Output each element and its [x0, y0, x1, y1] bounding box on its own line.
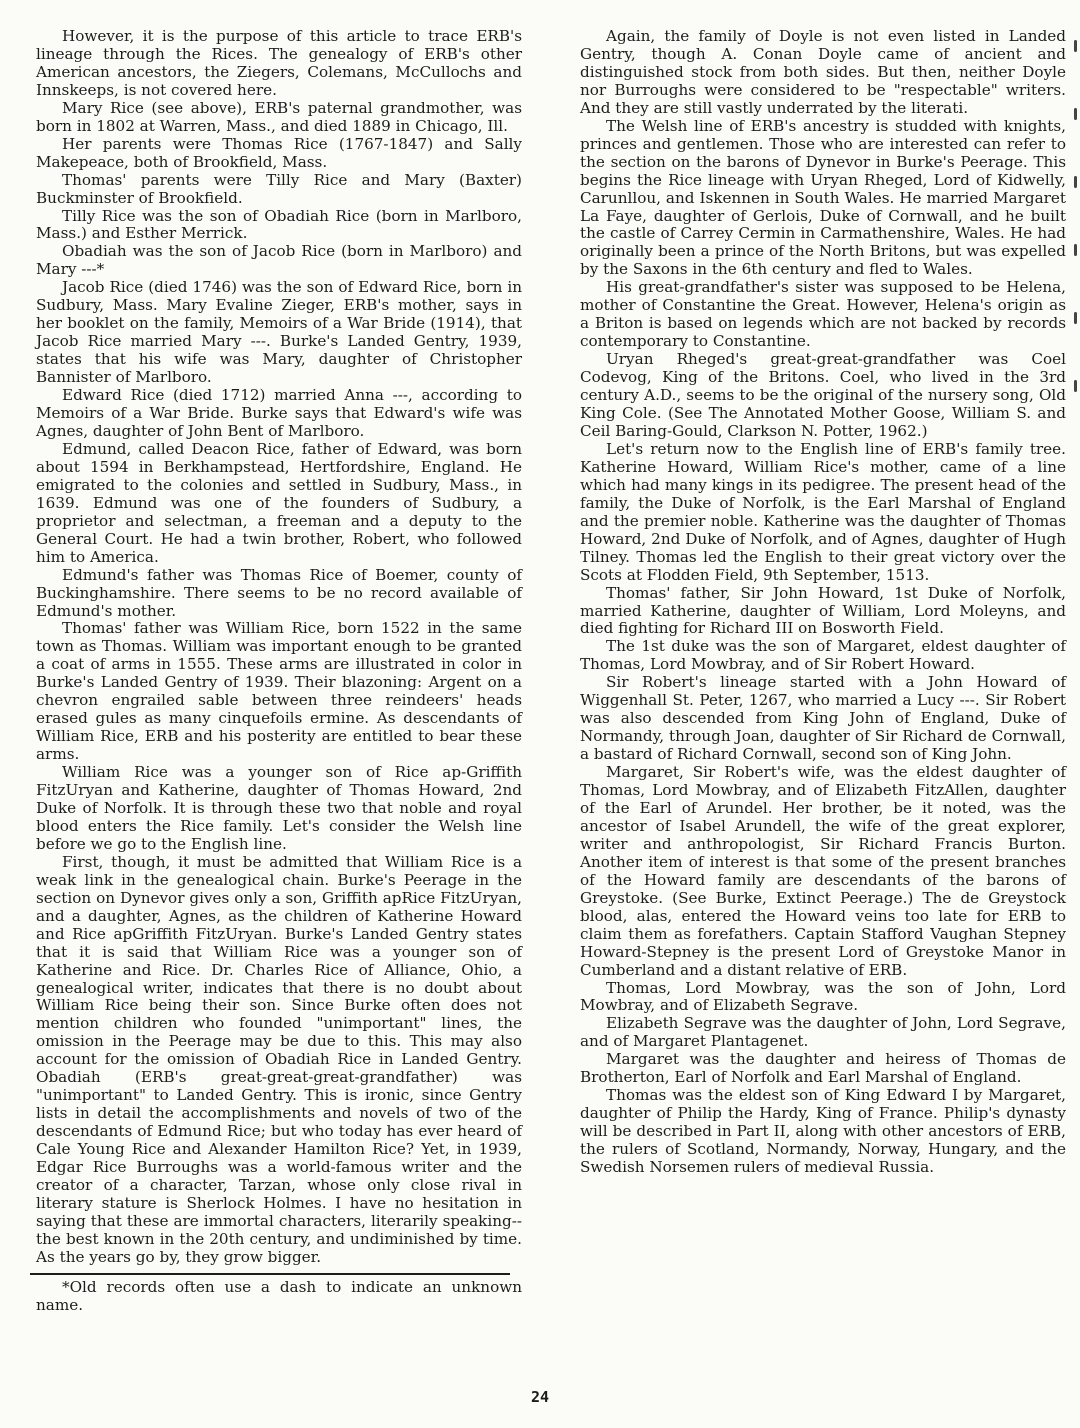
- paragraph: Margaret was the daughter and heiress of Thomas de Brotherton, Earl of Norfolk and Earl Marshal of England.: [580, 1050, 1066, 1087]
- paragraph: Thomas' father was William Rice, born 1522 in the same town as Thomas. William was important enough to be granted a coat of arms in 1555. These arms are illustrated in color in Burke's Landed Gentry of 1939. Their blazoning: Argent on a chevron engrailed sable between three reindeers' heads erased gules as many cinquefoils ermine. As descendants of William Rice, ERB and his posterity are entitled to bear these arms.: [36, 619, 522, 764]
- paragraph: Let's return now to the English line of ERB's family tree. Katherine Howard, William Rice's mother, came of a line which had many kings in its pedigree. The present head of the family, the Duke of Norfolk, is the Earl Marshal of England and the premier noble. Katherine was the daughter of Thomas Howard, 2nd Duke of Norfolk, and of Agnes, daughter of Hugh Tilney. Thomas led the English to their great victory over the Scots at Flodden Field, 9th September, 1513.: [580, 439, 1066, 584]
- right-column: [580, 28, 1066, 1177]
- footnote-rule: [30, 1273, 510, 1275]
- paragraph: Thomas' father, Sir John Howard, 1st Duke of Norfolk, married Katherine, daughter of William, Lord Moleyns, and died fighting for Richard III on Bosworth Field.: [580, 583, 1066, 638]
- paragraph: Elizabeth Segrave was the daughter of John, Lord Segrave, and of Margaret Plantagenet.: [580, 1014, 1066, 1051]
- page-number: 24: [530, 1388, 550, 1406]
- paragraph: Mary Rice (see above), ERB's paternal grandmother, was born in 1802 at Warren, Mass., and died 1889 in Chicago, Ill.: [36, 98, 522, 135]
- paragraph: His great-grandfather's sister was supposed to be Helena, mother of Constantine the Great. However, Helena's origin as a Briton is based on legends which are not backed by records contemporary to Constantine.: [580, 278, 1066, 351]
- paragraph: Sir Robert's lineage started with a John Howard of Wiggenhall St. Peter, 1267, who married a Lucy ---. Sir Robert was also descended from King John of England, Duke of Normandy, through Joan, daughter of Sir Richard de Cornwall, a bastard of Richard Cornwall, second son of King John.: [580, 673, 1066, 764]
- binding-hole: [1074, 108, 1077, 120]
- binding-hole: [1074, 244, 1077, 256]
- left-column: [36, 28, 522, 1315]
- paragraph: Edmund, called Deacon Rice, father of Edward, was born about 1594 in Berkhampstead, Hertfordshire, England. He emigrated to the colonies and settled in Sudbury, Mass., in 1639. Edmund was one of the founders of Sudbury, a proprietor and selectman, a freeman and a deputy to the General Court. He had a twin brother, Robert, who followed him to America.: [36, 439, 522, 566]
- paragraph: However, it is the purpose of this article to trace ERB's lineage through the Rices. The genealogy of ERB's other American ancestors, the Ziegers, Colemans, McCullochs and Innskeeps, is not covered here.: [36, 27, 522, 99]
- binding-hole: [1074, 380, 1077, 392]
- paragraph: William Rice was a younger son of Rice ap-Griffith FitzUryan and Katherine, daughter of Thomas Howard, 2nd Duke of Norfolk. It is through these two that noble and royal blood enters the Rice family. Let's consider the Welsh line before we go to the English line.: [36, 763, 522, 853]
- paragraph: Thomas' parents were Tilly Rice and Mary (Baxter) Buckminster of Brookfield.: [36, 170, 522, 207]
- paragraph: Margaret, Sir Robert's wife, was the eldest daughter of Thomas, Lord Mowbray, and of Elizabeth FitzAllen, daughter of the Earl of Arundel. Her brother, be it noted, was the ancestor of Isabel Arundell, the wife of the great explorer, writer and anthropologist, Sir Richard Francis Burton. Another item of interest is that some of the present branches of the Howard family are descendants of the barons of Greystoke. (See Burke, Extinct Peerage.) The de Greystock blood, alas, entered the Howard veins too late for ERB to claim them as forefathers. Captain Stafford Vaughan Stepney Howard-Stepney is the present Lord of Greystoke Manor in Cumberland and a distant relative of ERB.: [580, 763, 1066, 979]
- paragraph: Obadiah was the son of Jacob Rice (born in Marlboro) and Mary ---*: [36, 242, 522, 279]
- paragraph: Edward Rice (died 1712) married Anna ---, according to Memoirs of a War Bride. Burke says that Edward's wife was Agnes, daughter of John Bent of Marlboro.: [36, 386, 522, 440]
- paragraph: Tilly Rice was the son of Obadiah Rice (born in Marlboro, Mass.) and Esther Merrick.: [36, 206, 522, 243]
- paragraph: First, though, it must be admitted that William Rice is a weak link in the genealogical chain. Burke's Peerage in the section on Dynevor gives only a son, Griffith apRice FitzUryan, and a daughter, Agnes, as the children of Katherine Howard and Rice apGriffith FitzUryan. Burke's Landed Gentry states that it is said that William Rice was a younger son of Katherine and Rice. Dr. Charles Rice of Alliance, Ohio, a genealogical writer, indicates that there is no doubt about William Rice being their son. Since Burke often does not mention children who founded "unimportant" lines, the omission in the Peerage may be due to this. This may also account for the omission of Obadiah Rice in Landed Gentry. Obadiah (ERB's great-great-great-grandfather) was "unimportant" to Landed Gentry. This is ironic, since Gentry lists in detail the accomplishments and novels of two of the descendants of Edmund Rice; but who today has ever heard of Cale Young Rice and Alexander Hamilton Rice? Yet, in 1939, Edgar Rice Burroughs was a world-famous writer and the creator of a character, Tarzan, whose only close rival in literary stature is Sherlock Holmes. I have no hesitation in saying that these are immortal characters, literarily speaking--the best known in the 20th century, and undiminished by time. As the years go by, they grow bigger.: [36, 852, 522, 1266]
- paragraph: The Welsh line of ERB's ancestry is studded with knights, princes and gentlemen. Those who are interested can refer to the section on the barons of Dynevor in Burke's Peerage. This begins the Rice lineage with Uryan Rheged, Lord of Kidwelly, Carunllou, and Iskennen in South Wales. He married Margaret La Faye, daughter of Gerlois, Duke of Cornwall, and he built the castle of Carrey Cermin in Carmathenshire, Wales. He had originally been a prince of the North Britons, but was expelled by the Saxons in the 6th century and fled to Wales.: [580, 116, 1066, 279]
- paragraph: Jacob Rice (died 1746) was the son of Edward Rice, born in Sudbury, Mass. Mary Evaline Zieger, ERB's mother, says in her booklet on the family, Memoirs of a War Bride (1914), that Jacob Rice married Mary ---. Burke's Landed Gentry, 1939, states that his wife was Mary, daughter of Christopher Bannister of Marlboro.: [36, 278, 522, 387]
- binding-hole: [1074, 40, 1077, 52]
- paragraph: Thomas was the eldest son of King Edward I by Margaret, daughter of Philip the Hardy, King of France. Philip's dynasty will be described in Part II, along with other ancestors of ERB, the rulers of Scotland, Normandy, Norway, Hungary, and the Swedish Norsemen rulers of medieval Russia.: [580, 1086, 1066, 1177]
- binding-hole: [1074, 312, 1077, 324]
- paragraph: Edmund's father was Thomas Rice of Boemer, county of Buckinghamshire. There seems to be no record available of Edmund's mother.: [36, 565, 522, 620]
- paragraph: Her parents were Thomas Rice (1767-1847) and Sally Makepeace, both of Brookfield, Mass.: [36, 134, 522, 171]
- footnote: *Old records often use a dash to indicate an unknown name.: [36, 1277, 522, 1314]
- paragraph: Uryan Rheged's great-great-grandfather was Coel Codevog, King of the Britons. Coel, who lived in the 3rd century A.D., seems to be the original of the nursery song, Old King Cole. (See The Annotated Mother Goose, William S. and Ceil Baring-Gould, Clarkson N. Potter, 1962.): [580, 350, 1066, 440]
- binding-holes: [1074, 40, 1078, 448]
- paragraph: The 1st duke was the son of Margaret, eldest daughter of Thomas, Lord Mowbray, and of Sir Robert Howard.: [580, 637, 1066, 674]
- paragraph: Thomas, Lord Mowbray, was the son of John, Lord Mowbray, and of Elizabeth Segrave.: [580, 978, 1066, 1015]
- binding-hole: [1074, 176, 1077, 188]
- paragraph: Again, the family of Doyle is not even listed in Landed Gentry, though A. Conan Doyle came of ancient and distinguished stock from both sides. But then, neither Doyle nor Burroughs were considered to be "respectable" writers. And they are still vastly underrated by the literati.: [580, 27, 1066, 117]
